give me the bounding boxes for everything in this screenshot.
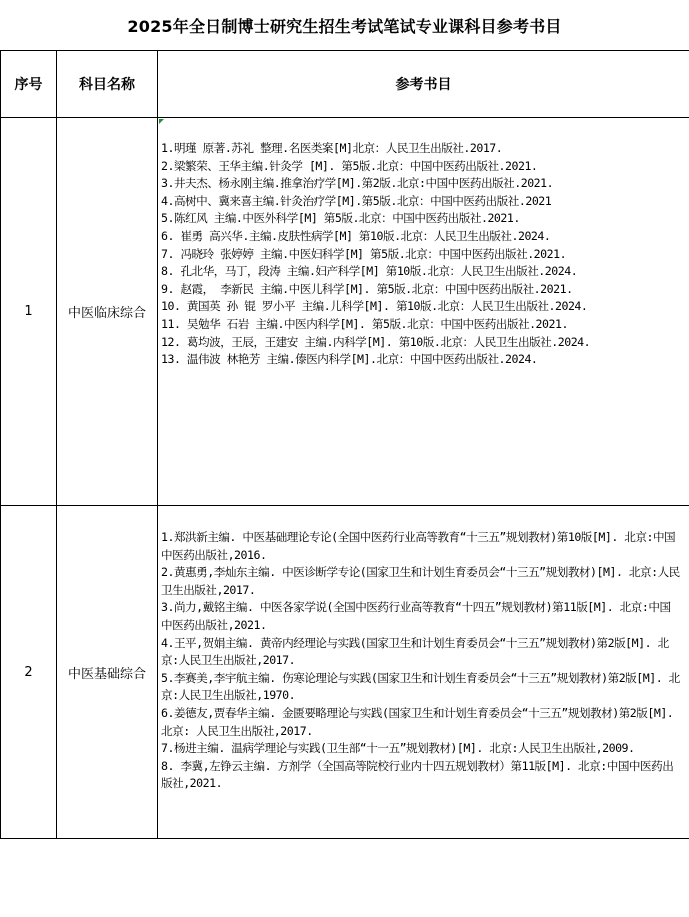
reference-item: 5.陈红风 主编.中医外科学[M] 第5版.北京：中国中医药出版社.2021. — [161, 211, 520, 226]
reference-item: 7.杨进主编. 温病学理论与实践(卫生部“十一五”规划教材)[M]. 北京:人民卫生出版社,2009. — [161, 741, 635, 756]
reference-item: 2.梁繁荣、王华主编.针灸学 [M]. 第5版.北京：中国中医药出版社.2021. — [161, 158, 538, 173]
reference-item: 4.高树中、冀来喜主编.针灸治疗学[M].第5版.北京：中国中医药出版社.2021 — [161, 193, 552, 208]
reference-item: 3.井夫杰、杨永刚主编.推拿治疗学[M].第2版.北京:中国中医药出版社.2021. — [161, 176, 554, 191]
header-references: 参考书目 — [158, 51, 689, 118]
reference-item: 1.郑洪新主编. 中医基础理论专论(全国中医药行业高等教育“十三五”规划教材)第10版[M]. 北京:中国中医药出版社,2016. — [161, 530, 676, 562]
reference-item: 5.李赛美,李宇航主编. 伤寒论理论与实践(国家卫生和计划生育委员会“十三五”规划教材)第2版[M]. 北京:人民卫生出版社,1970. — [161, 670, 680, 703]
reference-item: 6. 崔勇 高兴华.主编.皮肤性病学[M] 第10版.北京：人民卫生出版社.2024. — [161, 228, 551, 243]
reference-item: 8. 孔北华，马丁，段涛 主编.妇产科学[M] 第10版.北京：人民卫生出版社.2024. — [161, 264, 578, 279]
reference-item: 12. 葛均波，王辰，王建安 主编.内科学[M]. 第10版.北京：人民卫生出版社.2024. — [161, 334, 591, 349]
reference-list — [158, 118, 689, 369]
cell-comment-marker-icon — [159, 119, 164, 124]
reference-item: 8. 李冀,左铮云主编. 方剂学（全国高等院校行业内十四五规划教材）第11版[M]. 北京:中国中医药出版社,2021. — [161, 758, 674, 791]
reference-item: 9. 赵霞， 李新民 主编.中医儿科学[M]. 第5版.北京：中国中医药出版社.2021. — [161, 281, 573, 296]
reference-list — [158, 506, 689, 793]
reference-item: 2.黄惠勇,李灿东主编. 中医诊断学专论(国家卫生和计划生育委员会“十三五”规划教材)[M]. 北京:人民卫生出版社,2017. — [161, 565, 680, 597]
reference-item: 13. 温伟波 林艳芳 主编.傣医内科学[M].北京：中国中医药出版社.2024. — [161, 352, 538, 367]
reference-item: 7. 冯晓玲 张婷婷 主编.中医妇科学[M] 第5版.北京：中国中医药出版社.2021. — [161, 246, 567, 261]
reference-item: 1.明瑾 原著.苏礼 整理.名医类案[M]北京：人民卫生出版社.2017. — [161, 141, 503, 155]
row-references — [158, 506, 689, 839]
row-index: 2 — [1, 506, 57, 839]
header-index: 序号 — [1, 51, 57, 118]
table-row — [1, 118, 689, 506]
reference-item: 11. 吴勉华 石岩 主编.中医内科学[M]. 第5版.北京：中国中医药出版社.2021. — [161, 316, 568, 331]
row-references — [158, 118, 689, 506]
reference-item: 3.尚力,戴铭主编. 中医各家学说(全国中医药行业高等教育“十四五”规划教材)第11版[M]. 北京:中国中医药出版社,2021. — [161, 600, 671, 632]
row-index: 1 — [1, 118, 57, 506]
reference-item: 4.王平,贺娟主编. 黄帝内经理论与实践(国家卫生和计划生育委员会“十三五”规划教材)第2版[M]. 北京:人民卫生出版社,2017. — [161, 635, 669, 668]
reference-item: 10. 黄国英 孙 锟 罗小平 主编.儿科学[M]. 第10版.北京：人民卫生出版社.2024. — [161, 299, 588, 314]
document-title: 2025年全日制博士研究生招生考试笔试专业课科目参考书目 — [127, 16, 562, 36]
header-subject: 科目名称 — [57, 51, 158, 118]
row-subject: 中医临床综合 — [57, 118, 158, 506]
row-subject: 中医基础综合 — [57, 506, 158, 839]
reference-item: 6.姜德友,贾春华主编. 金匮要略理论与实践(国家卫生和计划生育委员会“十三五”规划教材)第2版[M].北京: 人民卫生出版社,2017. — [161, 705, 674, 738]
table-row — [1, 506, 689, 839]
table-header-row — [1, 51, 689, 118]
reference-book-table — [0, 50, 689, 839]
